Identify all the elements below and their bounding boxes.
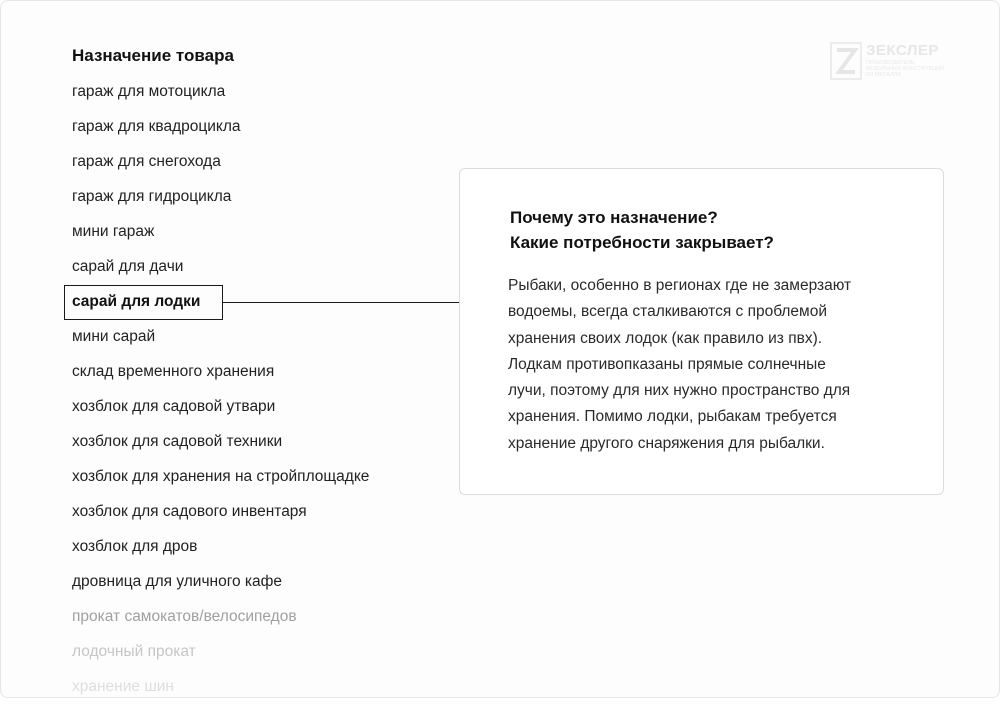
list-item[interactable] [72,500,452,535]
list-item[interactable] [72,640,452,675]
logo-tagline: МОДУЛЬНЫХ КОНСТРУКЦИЙ [866,66,944,72]
list-item[interactable] [72,465,452,500]
explanation-card [459,168,944,495]
purpose-section [72,44,452,695]
section-title: Назначение товара [72,46,234,65]
card-body-line: хранения своих лодок (как правило из пвх). [508,329,823,347]
logo-tagline: ИЗ МЕТАЛЛА [866,72,901,78]
brand-logo [830,42,950,82]
list-item-label: сарай для дачи [72,258,184,275]
list-item-label: дровница для уличного кафе [72,573,283,590]
z-monogram-icon [830,42,862,80]
list-item-label: гараж для квадроцикла [72,118,241,135]
card-heading-line: Почему это назначение? [510,208,718,227]
list-item[interactable] [72,605,452,640]
list-item-label: склад временного хранения [72,363,275,380]
list-item-label: хранение шин [72,678,174,695]
card-heading-line: Какие потребности закрывает? [510,233,774,252]
list-item-label: сарай для лодки [72,293,201,310]
list-item[interactable] [72,395,452,430]
card-body-line: Лодкам противопказаны прямые солнечные [508,355,826,373]
list-item[interactable] [72,430,452,465]
card-body-line: Рыбаки, особенно в регионах где не замерзают [508,277,852,294]
list-item[interactable] [72,185,452,220]
logo-wordmark: ЗЕКСЛЕР [866,42,939,59]
list-item-selected[interactable] [72,290,452,325]
card-body-line: лучи, поэтому для них нужно пространство для [508,382,851,400]
list-item[interactable] [72,80,452,115]
list-item-label: гараж для снегохода [72,153,221,170]
list-item-label: хозблок для дров [72,538,198,555]
list-item-label: гараж для мотоцикла [72,83,226,100]
list-item[interactable] [72,570,452,605]
list-item-label: прокат самокатов/велосипедов [72,608,297,625]
list-item[interactable] [72,535,452,570]
list-item[interactable] [72,325,452,360]
list-item-label: мини гараж [72,223,155,240]
list-item[interactable] [72,150,452,185]
card-body [508,273,928,457]
list-item[interactable] [72,255,452,290]
list-item[interactable] [72,220,452,255]
list-item-label: хозблок для садового инвентаря [72,503,307,520]
card-body-line: хранения. Помимо лодки, рыбакам требуется [508,408,837,426]
card-heading [510,205,910,255]
list-item[interactable] [72,115,452,150]
list-item-label: хозблок для хранения на стройплощадке [72,468,370,485]
connector-line [223,302,460,303]
purpose-list [72,80,452,710]
list-item-label: хозблок для садовой утвари [72,398,276,415]
card-body-line: водоемы, всегда сталкиваются с проблемой [508,303,827,321]
logo-tagline: ПРОИЗВОДИТЕЛЬ [866,60,915,66]
list-item-label: лодочный прокат [72,643,196,660]
list-item[interactable] [72,675,452,710]
list-item-label: гараж для гидроцикла [72,188,232,205]
list-item-label: мини сарай [72,328,156,345]
list-item-label: хозблок для садовой техники [72,433,283,450]
card-body-line: хранение другого снаряжения для рыбалки. [508,434,825,452]
list-item[interactable] [72,360,452,395]
